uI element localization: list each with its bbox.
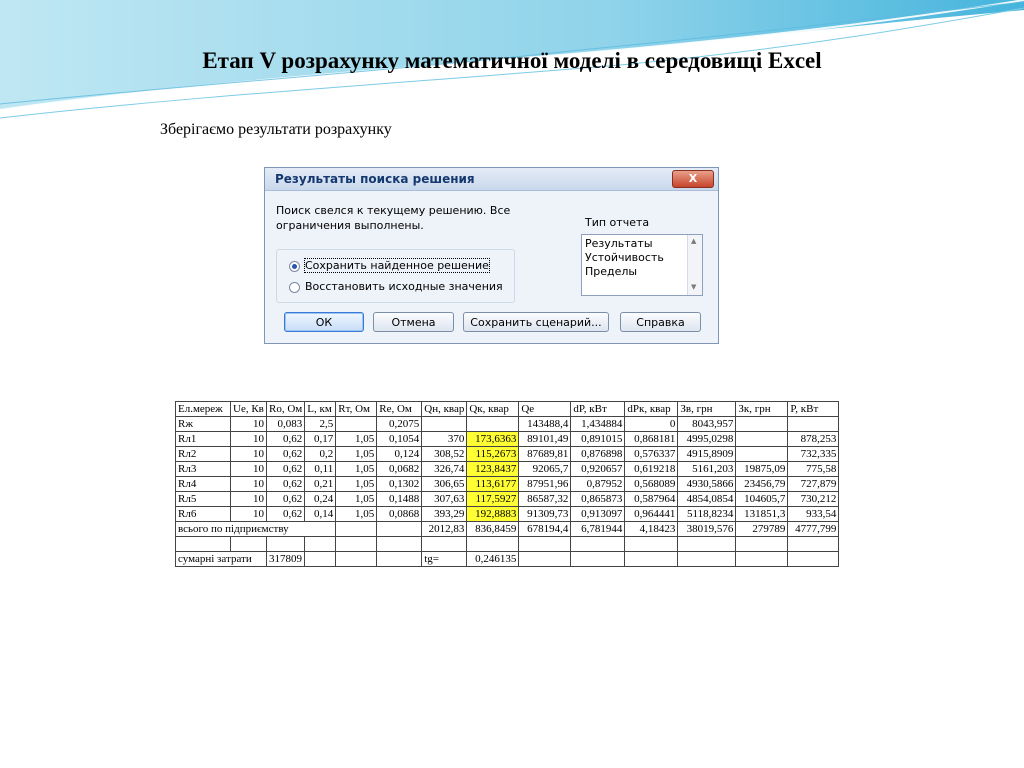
table-cell[interactable]: 307,63	[422, 492, 467, 507]
table-cell[interactable]	[736, 447, 788, 462]
table-cell[interactable]	[336, 522, 377, 537]
header-cell[interactable]: Ue, Кв	[231, 402, 267, 417]
table-cell[interactable]: 0,0868	[377, 507, 422, 522]
table-cell[interactable]: Rл3	[176, 462, 231, 477]
header-cell[interactable]: L, км	[305, 402, 336, 417]
header-cell[interactable]: Qк, квар	[467, 402, 519, 417]
table-cell[interactable]	[467, 537, 519, 552]
header-cell[interactable]: Qн, квар	[422, 402, 467, 417]
header-cell[interactable]: Ел.мереж	[176, 402, 231, 417]
table-cell[interactable]: 4930,5866	[678, 477, 736, 492]
solution-options-group	[276, 249, 515, 303]
table-cell[interactable]	[176, 537, 231, 552]
table-cell[interactable]: 1,05	[336, 462, 377, 477]
table-cell[interactable]: 10	[231, 492, 267, 507]
dialog-title: Результаты поиска решения	[275, 172, 475, 186]
table-cell[interactable]: 10	[231, 432, 267, 447]
table-cell[interactable]: 4854,0854	[678, 492, 736, 507]
table-cell[interactable]: 10	[231, 447, 267, 462]
help-button[interactable]: Справка	[620, 312, 701, 332]
highlighted-cell[interactable]: 115,2673	[467, 447, 519, 462]
table-cell[interactable]: 306,65	[422, 477, 467, 492]
solver-results-dialog	[264, 167, 719, 344]
table-cell[interactable]: 0,964441	[625, 507, 678, 522]
table-cell[interactable]: 0,1054	[377, 432, 422, 447]
table-cell[interactable]: 727,879	[788, 477, 839, 492]
table-cell[interactable]: 678194,4	[519, 522, 571, 537]
table-cell[interactable]: 279789	[736, 522, 788, 537]
restore-values-radio[interactable]	[289, 282, 300, 293]
table-cell[interactable]: 10	[231, 417, 267, 432]
table-cell[interactable]: 0,62	[267, 462, 305, 477]
table-cell[interactable]: 89101,49	[519, 432, 571, 447]
table-cell[interactable]: 775,58	[788, 462, 839, 477]
sum-cost-label-cell[interactable]: сумарні затрати	[176, 552, 267, 567]
sum-cost-value-cell[interactable]: 317809	[267, 552, 305, 567]
table-cell[interactable]	[788, 552, 839, 567]
table-cell[interactable]: 878,253	[788, 432, 839, 447]
table-cell[interactable]: 1,05	[336, 507, 377, 522]
dialog-message: Поиск свелся к текущему решению. Все ограничения выполнены.	[276, 204, 511, 232]
table-cell[interactable]: 4777,799	[788, 522, 839, 537]
table-row	[176, 417, 839, 432]
table-cell[interactable]: 0,1488	[377, 492, 422, 507]
table-cell[interactable]	[305, 537, 336, 552]
highlighted-cell[interactable]: 117,5927	[467, 492, 519, 507]
table-cell[interactable]	[422, 537, 467, 552]
table-row	[176, 447, 839, 462]
header-cell[interactable]: Rт, Ом	[336, 402, 377, 417]
header-cell[interactable]: Re, Ом	[377, 402, 422, 417]
table-cell[interactable]: 1,05	[336, 477, 377, 492]
report-type-listbox[interactable]	[581, 234, 703, 296]
header-cell[interactable]: dP, кВт	[571, 402, 625, 417]
table-cell[interactable]: 0,587964	[625, 492, 678, 507]
table-cell[interactable]: 8043,957	[678, 417, 736, 432]
slide-title: Етап V розрахунку математичної моделі в середовищі Excel	[202, 48, 822, 73]
table-cell[interactable]: 1,05	[336, 432, 377, 447]
table-cell[interactable]	[736, 537, 788, 552]
header-cell[interactable]: P, кВт	[788, 402, 839, 417]
table-cell[interactable]: 5118,8234	[678, 507, 736, 522]
table-cell[interactable]: 0,11	[305, 462, 336, 477]
table-cell[interactable]: 4995,0298	[678, 432, 736, 447]
table-cell[interactable]: 370	[422, 432, 467, 447]
table-cell[interactable]	[231, 537, 267, 552]
table-cell[interactable]: 0	[625, 417, 678, 432]
table-cell[interactable]	[336, 537, 377, 552]
table-cell[interactable]: 10	[231, 477, 267, 492]
table-cell[interactable]: 0,0682	[377, 462, 422, 477]
table-cell[interactable]	[267, 537, 305, 552]
table-cell[interactable]: 0,62	[267, 447, 305, 462]
report-type-item[interactable]: Пределы	[585, 265, 638, 278]
table-cell[interactable]: 0,21	[305, 477, 336, 492]
table-cell[interactable]: 131851,3	[736, 507, 788, 522]
table-cell[interactable]	[336, 417, 377, 432]
table-row	[176, 462, 839, 477]
report-type-item[interactable]: Результаты	[585, 237, 653, 250]
table-cell[interactable]: 730,212	[788, 492, 839, 507]
table-cell[interactable]: 0,62	[267, 477, 305, 492]
table-cell[interactable]: 10	[231, 507, 267, 522]
table-cell[interactable]: 1,05	[336, 492, 377, 507]
table-cell[interactable]: 0,868181	[625, 432, 678, 447]
header-cell[interactable]: Зв, грн	[678, 402, 736, 417]
scroll-up-icon[interactable]: ▲	[691, 237, 697, 245]
table-cell[interactable]: 0,24	[305, 492, 336, 507]
keep-solution-radio[interactable]	[289, 261, 300, 272]
table-cell[interactable]: 0,568089	[625, 477, 678, 492]
header-cell[interactable]: Qe	[519, 402, 571, 417]
table-cell[interactable]	[519, 537, 571, 552]
table-cell[interactable]: 0,891015	[571, 432, 625, 447]
table-cell[interactable]	[519, 552, 571, 567]
results-table	[175, 401, 839, 567]
table-row	[176, 477, 839, 492]
tg-label-cell[interactable]: tg=	[422, 552, 467, 567]
table-cell[interactable]: 104605,7	[736, 492, 788, 507]
highlighted-cell[interactable]: 113,6177	[467, 477, 519, 492]
table-cell[interactable]: 1,434884	[571, 417, 625, 432]
table-cell[interactable]: 0,865873	[571, 492, 625, 507]
table-cell[interactable]: 836,8459	[467, 522, 519, 537]
table-cell[interactable]: 0,619218	[625, 462, 678, 477]
table-cell[interactable]: Rл1	[176, 432, 231, 447]
table-cell[interactable]: 10	[231, 462, 267, 477]
table-cell[interactable]: 308,52	[422, 447, 467, 462]
scroll-down-icon[interactable]: ▼	[691, 283, 697, 291]
table-cell[interactable]: Rл5	[176, 492, 231, 507]
report-type-item[interactable]: Устойчивость	[585, 251, 664, 264]
dialog-titlebar	[265, 168, 718, 191]
table-cell[interactable]: 0,17	[305, 432, 336, 447]
header-cell[interactable]: Ro, Ом	[267, 402, 305, 417]
slide-subtitle: Зберігаємо результати розрахунку	[160, 121, 392, 138]
table-cell[interactable]: Rж	[176, 417, 231, 432]
table-cell[interactable]	[336, 552, 377, 567]
table-row	[176, 537, 839, 552]
table-cell[interactable]: Rл4	[176, 477, 231, 492]
keep-solution-label[interactable]: Сохранить найденное решение	[305, 259, 489, 272]
table-cell[interactable]	[788, 417, 839, 432]
table-cell[interactable]	[788, 537, 839, 552]
table-cell[interactable]: 91309,73	[519, 507, 571, 522]
table-cell[interactable]: 0,62	[267, 507, 305, 522]
table-cell[interactable]: 4915,8909	[678, 447, 736, 462]
table-cell[interactable]	[678, 537, 736, 552]
table-cell[interactable]	[736, 432, 788, 447]
table-cell[interactable]: 2,5	[305, 417, 336, 432]
table-cell[interactable]: 0,876898	[571, 447, 625, 462]
table-cell[interactable]	[377, 552, 422, 567]
table-cell[interactable]: 0,920657	[571, 462, 625, 477]
tg-value-cell[interactable]: 0,246135	[467, 552, 519, 567]
table-cell[interactable]	[625, 552, 678, 567]
table-cell[interactable]: 0,913097	[571, 507, 625, 522]
highlighted-cell[interactable]: 192,8883	[467, 507, 519, 522]
table-cell[interactable]	[736, 552, 788, 567]
table-cell[interactable]: 87951,96	[519, 477, 571, 492]
table-row	[176, 492, 839, 507]
summary-row	[176, 552, 839, 567]
table-row	[176, 507, 839, 522]
save-scenario-button[interactable]: Сохранить сценарий...	[463, 312, 609, 332]
table-cell[interactable]: 0,2075	[377, 417, 422, 432]
highlighted-cell[interactable]: 173,6363	[467, 432, 519, 447]
table-cell[interactable]: 0,62	[267, 432, 305, 447]
table-cell[interactable]: 0,62	[267, 492, 305, 507]
restore-values-label[interactable]: Восстановить исходные значения	[305, 280, 503, 293]
report-type-label: Тип отчета	[585, 216, 650, 229]
table-cell[interactable]	[377, 537, 422, 552]
table-cell[interactable]	[625, 537, 678, 552]
table-cell[interactable]: 4,18423	[625, 522, 678, 537]
table-cell[interactable]	[467, 417, 519, 432]
total-label-cell[interactable]: всього по підприємству	[176, 522, 336, 537]
highlighted-cell[interactable]: 123,8437	[467, 462, 519, 477]
table-cell[interactable]: 0,083	[267, 417, 305, 432]
cancel-button[interactable]: Отмена	[373, 312, 454, 332]
table-cell[interactable]: 732,335	[788, 447, 839, 462]
table-cell[interactable]: 326,74	[422, 462, 467, 477]
close-button[interactable]: X	[672, 170, 714, 188]
table-cell[interactable]	[571, 537, 625, 552]
table-cell[interactable]	[377, 522, 422, 537]
table-cell[interactable]: 0,87952	[571, 477, 625, 492]
table-cell[interactable]: Rл2	[176, 447, 231, 462]
table-cell[interactable]: 1,05	[336, 447, 377, 462]
table-cell[interactable]: 38019,576	[678, 522, 736, 537]
table-cell[interactable]: Rл6	[176, 507, 231, 522]
header-cell[interactable]: Зк, грн	[736, 402, 788, 417]
header-row	[176, 402, 839, 417]
table-cell[interactable]: 92065,7	[519, 462, 571, 477]
table-cell[interactable]: 0,14	[305, 507, 336, 522]
table-cell[interactable]	[571, 552, 625, 567]
table-cell[interactable]	[678, 552, 736, 567]
table-cell[interactable]: 2012,83	[422, 522, 467, 537]
table-cell[interactable]: 6,781944	[571, 522, 625, 537]
table-cell[interactable]: 0,2	[305, 447, 336, 462]
table-cell[interactable]: 143488,4	[519, 417, 571, 432]
table-cell[interactable]: 0,1302	[377, 477, 422, 492]
table-cell[interactable]: 86587,32	[519, 492, 571, 507]
table-cell[interactable]: 87689,81	[519, 447, 571, 462]
header-cell[interactable]: dPк, квар	[625, 402, 678, 417]
total-row	[176, 522, 839, 537]
table-cell[interactable]: 933,54	[788, 507, 839, 522]
listbox-scrollbar[interactable]	[687, 235, 702, 295]
table-row	[176, 432, 839, 447]
table-cell[interactable]	[305, 552, 336, 567]
table-cell[interactable]: 19875,09	[736, 462, 788, 477]
table-cell[interactable]	[736, 417, 788, 432]
table-cell[interactable]	[422, 417, 467, 432]
table-cell[interactable]: 5161,203	[678, 462, 736, 477]
table-cell[interactable]: 393,29	[422, 507, 467, 522]
table-cell[interactable]: 0,124	[377, 447, 422, 462]
table-cell[interactable]: 23456,79	[736, 477, 788, 492]
ok-button[interactable]: ОК	[284, 312, 364, 332]
table-cell[interactable]: 0,576337	[625, 447, 678, 462]
